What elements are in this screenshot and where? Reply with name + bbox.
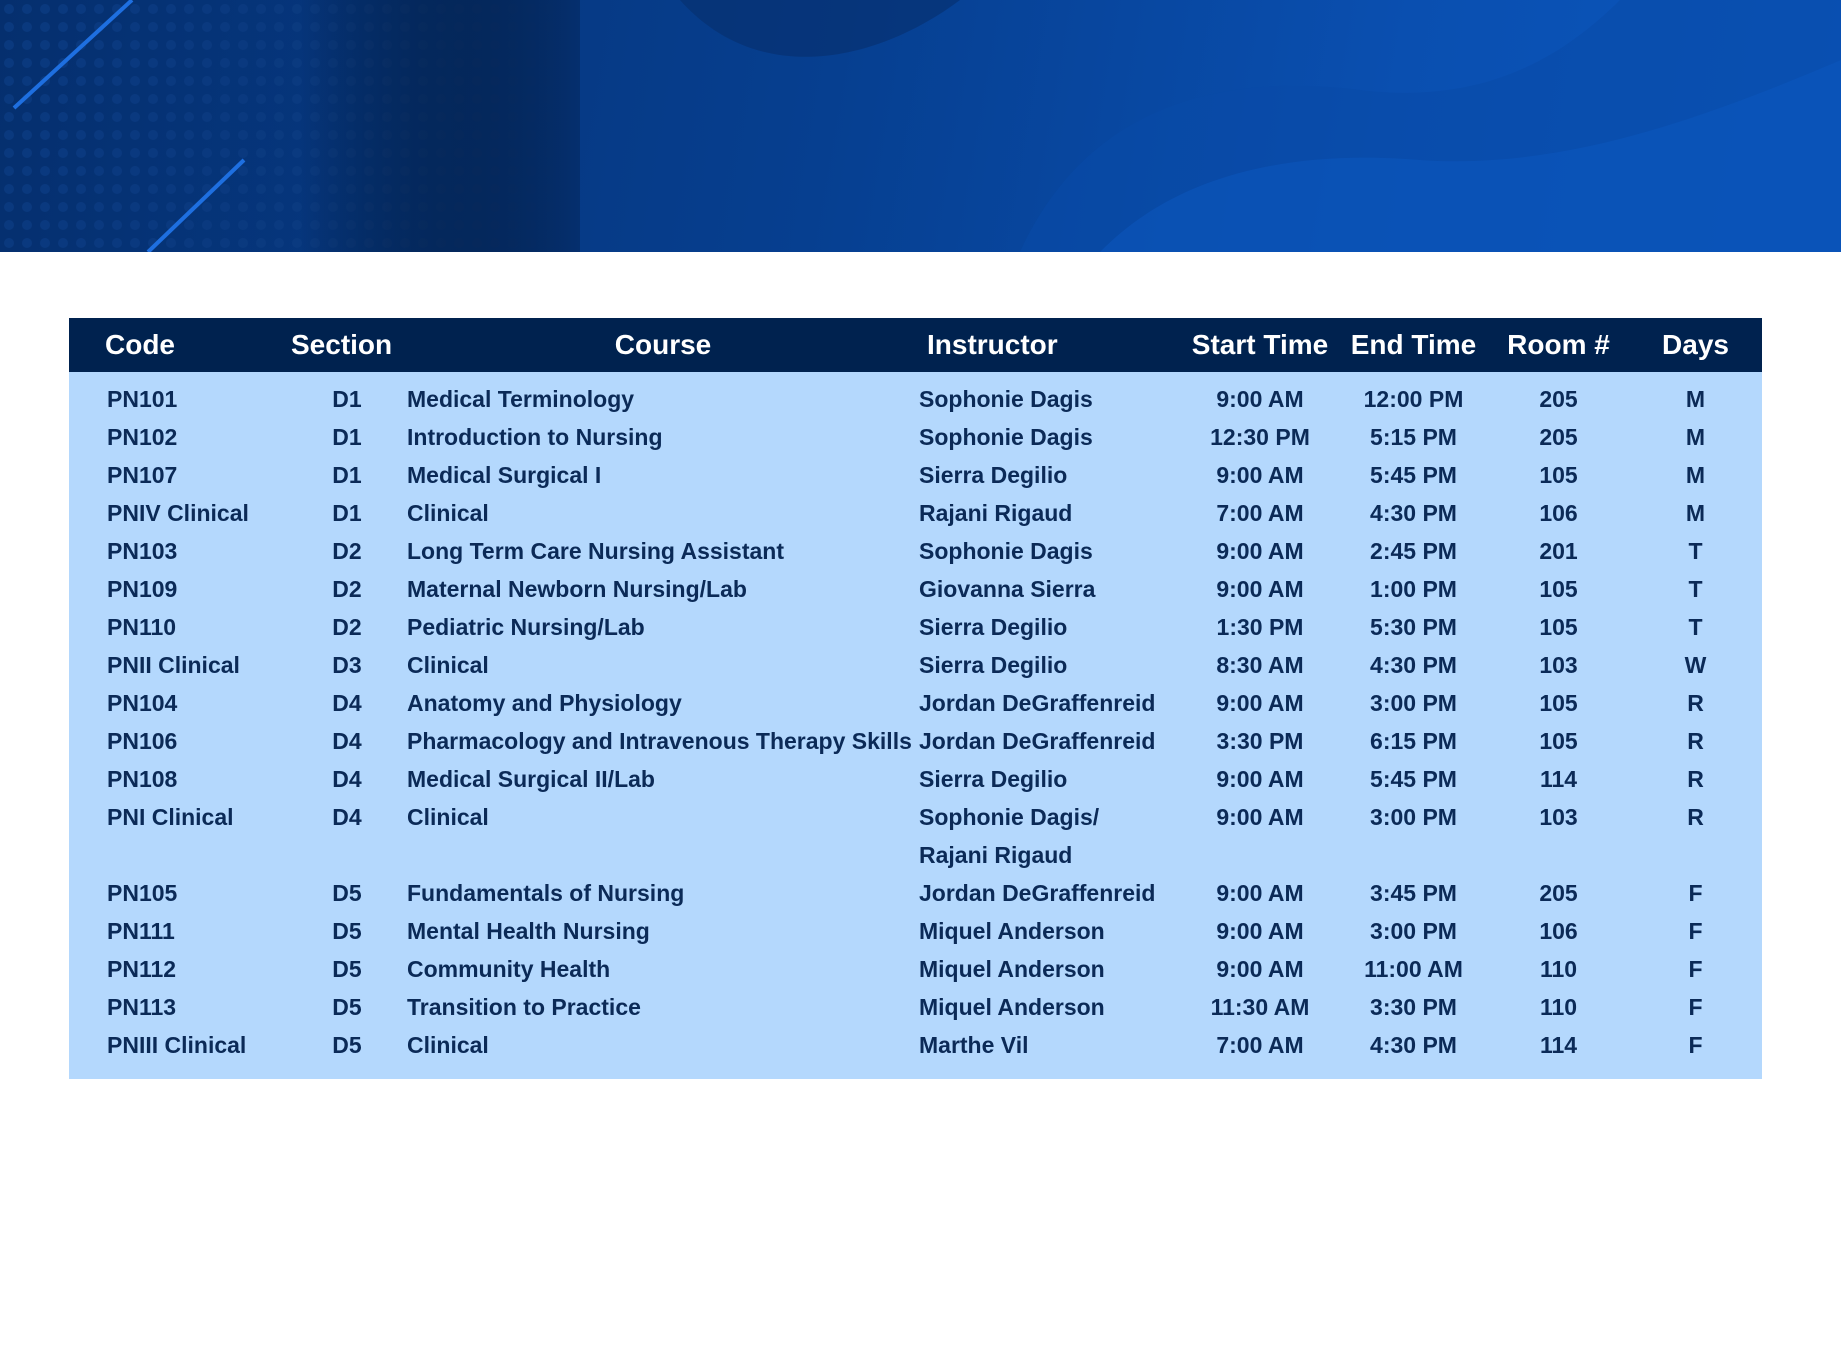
cell-section: D2 — [332, 575, 362, 602]
cell-room: 205 — [1539, 423, 1578, 450]
cell-instructor: Sierra Degilio — [919, 613, 1068, 640]
cell-days: T — [1688, 613, 1703, 640]
cell-instructor: Marthe Vil — [919, 1031, 1029, 1058]
cell-days: F — [1688, 1031, 1703, 1058]
cell-instructor — [919, 798, 1181, 874]
cell-code: PN105 — [107, 879, 178, 906]
cell-start-time: 8:30 AM — [1216, 651, 1304, 678]
cell-end-time: 3:00 PM — [1370, 804, 1457, 830]
cell-start-time: 7:00 AM — [1216, 1031, 1304, 1058]
cell-days: F — [1688, 879, 1703, 906]
header-code: Code — [105, 329, 175, 360]
cell-code: PNIII Clinical — [107, 1031, 247, 1058]
header-days: Days — [1662, 329, 1729, 360]
course-schedule-table — [69, 318, 1762, 1064]
cell-room: 105 — [1539, 727, 1578, 754]
table-row — [69, 418, 1762, 456]
cell-room: 103 — [1539, 651, 1578, 678]
table-row — [69, 798, 1762, 874]
cell-days: M — [1685, 423, 1706, 450]
cell-section: D4 — [332, 689, 362, 716]
header-instructor: Instructor — [927, 329, 1058, 360]
cell-days: M — [1685, 461, 1706, 488]
cell-days: R — [1687, 804, 1704, 830]
cell-start-time: 9:00 AM — [1216, 765, 1304, 792]
table-row — [69, 494, 1762, 532]
cell-end-time: 5:30 PM — [1370, 613, 1457, 640]
cell-room: 106 — [1539, 499, 1578, 526]
cell-instructor: Jordan DeGraffenreid — [919, 727, 1156, 754]
cell-days: R — [1687, 689, 1704, 716]
cell-end-time: 3:00 PM — [1370, 917, 1457, 944]
cell-section: D4 — [332, 727, 362, 754]
cell-code: PN108 — [107, 765, 178, 792]
cell-end-time: 2:45 PM — [1370, 537, 1457, 564]
cell-code: PN103 — [107, 537, 178, 564]
cell-room: 114 — [1539, 1031, 1578, 1058]
cell-start-time: 3:30 PM — [1216, 727, 1304, 754]
cell-section: D1 — [332, 461, 362, 488]
cell-instructor: Sophonie Dagis — [919, 537, 1093, 564]
cell-start-time: 9:00 AM — [1216, 385, 1304, 412]
cell-start-time: 9:00 AM — [1216, 955, 1304, 982]
cell-room: 201 — [1539, 537, 1578, 564]
cell-end-time: 5:45 PM — [1370, 765, 1457, 792]
cell-start-time: 9:00 AM — [1216, 917, 1304, 944]
cell-start-time: 11:30 AM — [1210, 993, 1310, 1020]
cell-end-time: 12:00 PM — [1363, 385, 1464, 412]
cell-end-time: 11:00 AM — [1364, 955, 1463, 982]
cell-section: D1 — [332, 423, 362, 450]
cell-section: D1 — [332, 499, 362, 526]
cell-start-time: 7:00 AM — [1216, 499, 1304, 526]
cell-section: D5 — [332, 917, 362, 944]
cell-section: D4 — [332, 804, 362, 830]
table-row — [69, 722, 1762, 760]
cell-start-time: 9:00 AM — [1216, 689, 1304, 716]
cell-end-time: 4:30 PM — [1370, 651, 1457, 678]
cell-course: Mental Health Nursing — [407, 917, 650, 944]
cell-end-time: 1:00 PM — [1370, 575, 1457, 602]
schedule-table-container — [69, 318, 1762, 1079]
cell-course: Pediatric Nursing/Lab — [407, 613, 645, 640]
cell-end-time: 5:45 PM — [1370, 461, 1457, 488]
cell-section: D5 — [332, 1031, 362, 1058]
table-row — [69, 570, 1762, 608]
cell-start-time: 9:00 AM — [1216, 461, 1304, 488]
cell-end-time: 4:30 PM — [1370, 499, 1457, 526]
instructor-line-1: Sophonie Dagis/ — [919, 804, 1100, 830]
cell-days: M — [1685, 385, 1706, 412]
cell-course: Clinical — [407, 499, 489, 526]
cell-section: D4 — [332, 765, 362, 792]
cell-code: PNIV Clinical — [107, 499, 249, 526]
cell-course: Pharmacology and Intravenous Therapy Skills — [407, 727, 912, 754]
cell-end-time: 6:15 PM — [1370, 727, 1457, 754]
header-banner — [0, 0, 1841, 252]
cell-instructor: Sierra Degilio — [919, 765, 1068, 792]
cell-course: Transition to Practice — [407, 993, 641, 1020]
cell-room: 110 — [1539, 955, 1578, 982]
cell-days: T — [1688, 575, 1703, 602]
cell-days: M — [1685, 499, 1706, 526]
cell-section: D5 — [332, 993, 362, 1020]
header-start-time: Start Time — [1191, 329, 1329, 360]
cell-code: PN104 — [107, 689, 178, 716]
cell-room: 114 — [1539, 765, 1578, 792]
cell-days: W — [1684, 651, 1707, 678]
header-room: Room # — [1507, 329, 1610, 360]
table-row — [69, 456, 1762, 494]
table-row — [69, 760, 1762, 798]
cell-code: PN101 — [107, 385, 178, 412]
cell-code: PNI Clinical — [107, 804, 234, 830]
cell-days: R — [1687, 765, 1704, 792]
cell-room: 110 — [1539, 993, 1578, 1020]
cell-start-time: 9:00 AM — [1216, 804, 1304, 830]
cell-start-time: 1:30 PM — [1216, 613, 1304, 640]
cell-course: Maternal Newborn Nursing/Lab — [407, 575, 747, 602]
table-row — [69, 646, 1762, 684]
banner-decoration — [0, 0, 1841, 252]
cell-room: 103 — [1539, 804, 1578, 830]
table-row — [69, 684, 1762, 722]
cell-instructor: Miquel Anderson — [919, 955, 1105, 982]
cell-instructor: Giovanna Sierra — [919, 575, 1096, 602]
cell-start-time: 9:00 AM — [1216, 537, 1304, 564]
cell-days: F — [1688, 917, 1703, 944]
cell-section: D1 — [332, 385, 362, 412]
cell-section: D3 — [332, 651, 362, 678]
table-row — [69, 372, 1762, 418]
cell-room: 105 — [1539, 575, 1578, 602]
cell-days: F — [1688, 993, 1703, 1020]
cell-room: 106 — [1539, 917, 1578, 944]
cell-instructor: Miquel Anderson — [919, 917, 1105, 944]
cell-course: Long Term Care Nursing Assistant — [407, 537, 785, 564]
cell-course: Medical Surgical II/Lab — [407, 765, 655, 792]
instructor-line-2: Rajani Rigaud — [919, 842, 1073, 868]
cell-section: D5 — [332, 955, 362, 982]
header-course: Course — [614, 329, 712, 360]
table-header-row — [69, 318, 1762, 372]
cell-end-time: 3:45 PM — [1370, 879, 1457, 906]
cell-code: PN112 — [107, 955, 177, 982]
cell-instructor: Sophonie Dagis — [919, 385, 1093, 412]
cell-room: 205 — [1539, 385, 1578, 412]
cell-days: T — [1688, 537, 1703, 564]
cell-instructor: Sierra Degilio — [919, 651, 1068, 678]
cell-room: 205 — [1539, 879, 1578, 906]
cell-course: Fundamentals of Nursing — [407, 879, 685, 906]
cell-section: D2 — [332, 613, 362, 640]
header-section: Section — [291, 329, 393, 360]
cell-days: F — [1688, 955, 1703, 982]
cell-code: PN110 — [107, 613, 177, 640]
table-row — [69, 950, 1762, 988]
cell-instructor: Sierra Degilio — [919, 461, 1068, 488]
cell-code: PN106 — [107, 727, 178, 754]
table-row — [69, 1026, 1762, 1064]
cell-course: Medical Terminology — [407, 385, 635, 412]
cell-course: Clinical — [407, 1031, 489, 1058]
cell-instructor: Sophonie Dagis — [919, 423, 1093, 450]
cell-code: PN102 — [107, 423, 178, 450]
cell-instructor: Jordan DeGraffenreid — [919, 689, 1156, 716]
cell-code: PN109 — [107, 575, 178, 602]
cell-course: Anatomy and Physiology — [407, 689, 682, 716]
cell-end-time: 3:00 PM — [1370, 689, 1457, 716]
cell-code: PN107 — [107, 461, 178, 488]
cell-start-time: 9:00 AM — [1216, 575, 1304, 602]
cell-end-time: 5:15 PM — [1370, 423, 1457, 450]
cell-days: R — [1687, 727, 1704, 754]
cell-section: D5 — [332, 879, 362, 906]
header-end-time: End Time — [1350, 329, 1477, 360]
cell-course: Clinical — [407, 651, 489, 678]
cell-start-time: 9:00 AM — [1216, 879, 1304, 906]
cell-code: PN113 — [107, 993, 177, 1020]
cell-course: Introduction to Nursing — [407, 423, 663, 450]
cell-course: Clinical — [407, 804, 489, 830]
table-row — [69, 874, 1762, 912]
cell-room: 105 — [1539, 461, 1578, 488]
cell-end-time: 4:30 PM — [1370, 1031, 1457, 1058]
cell-room: 105 — [1539, 689, 1578, 716]
cell-end-time: 3:30 PM — [1370, 993, 1457, 1020]
table-row — [69, 608, 1762, 646]
cell-course: Medical Surgical I — [407, 461, 602, 488]
cell-instructor: Miquel Anderson — [919, 993, 1105, 1020]
cell-start-time: 12:30 PM — [1210, 423, 1310, 450]
cell-code: PN111 — [107, 917, 175, 944]
cell-course: Community Health — [407, 955, 611, 982]
cell-code: PNII Clinical — [107, 651, 240, 678]
cell-instructor: Rajani Rigaud — [919, 499, 1073, 526]
table-row — [69, 988, 1762, 1026]
cell-instructor: Jordan DeGraffenreid — [919, 879, 1156, 906]
table-row — [69, 532, 1762, 570]
cell-room: 105 — [1539, 613, 1578, 640]
cell-section: D2 — [332, 537, 362, 564]
table-row — [69, 912, 1762, 950]
